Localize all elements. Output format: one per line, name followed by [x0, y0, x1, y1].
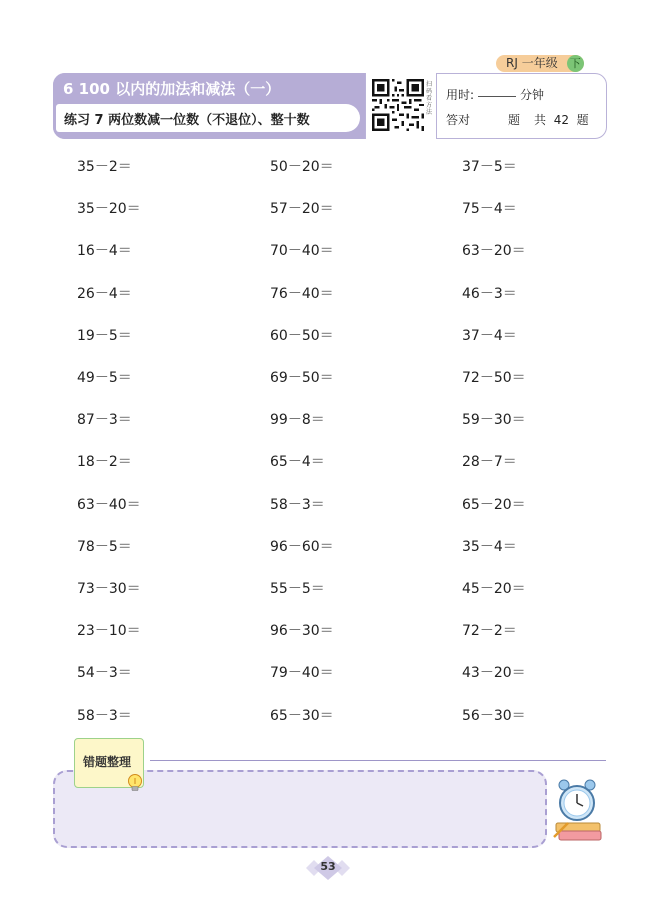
arithmetic-problem[interactable]: 43－20＝	[462, 665, 526, 682]
arithmetic-problem[interactable]: 59－30＝	[462, 412, 526, 429]
time-unit: 分钟	[520, 88, 545, 102]
arithmetic-problem[interactable]: 99－8＝	[270, 412, 325, 429]
arithmetic-problem[interactable]: 26－4＝	[77, 285, 132, 302]
arithmetic-problem[interactable]: 87－3＝	[77, 412, 132, 429]
arithmetic-problem[interactable]: 46－3＝	[462, 285, 517, 302]
arithmetic-problem[interactable]: 58－3＝	[77, 707, 132, 724]
arithmetic-problem[interactable]: 35－2＝	[77, 159, 132, 175]
arithmetic-problem[interactable]: 65－30＝	[270, 707, 334, 724]
time-label: 用时:	[446, 88, 475, 102]
arithmetic-problem[interactable]: 37－4＝	[462, 327, 517, 344]
answer-row	[446, 111, 589, 128]
exercise-header	[53, 73, 607, 139]
arithmetic-problem[interactable]: 58－3＝	[270, 496, 325, 513]
arithmetic-problem[interactable]: 56－30＝	[462, 707, 526, 724]
arithmetic-problem[interactable]: 65－4＝	[270, 454, 325, 471]
qr-caption: 扫码看方法	[426, 81, 433, 116]
lightbulb-icon	[124, 772, 146, 794]
arithmetic-problem[interactable]: 96－30＝	[270, 623, 334, 640]
arithmetic-problem[interactable]: 73－30＝	[77, 581, 141, 597]
review-divider	[150, 760, 606, 761]
arithmetic-problem[interactable]: 49－5＝	[77, 370, 132, 386]
answer-label: 答对	[446, 113, 471, 127]
header-title-panel	[53, 73, 365, 139]
total-label: 共	[534, 113, 547, 127]
total-unit: 题	[576, 113, 589, 127]
arithmetic-problem[interactable]: 75－4＝	[462, 201, 517, 218]
arithmetic-problem[interactable]: 18－2＝	[77, 454, 132, 471]
question-unit: 题	[508, 113, 521, 127]
arithmetic-problem[interactable]: 45－20＝	[462, 581, 526, 597]
volume-badge: 下	[567, 55, 584, 72]
total-count: 42	[553, 113, 569, 127]
arithmetic-problem[interactable]: 55－5＝	[270, 581, 325, 597]
arithmetic-problem[interactable]: 37－5＝	[462, 159, 517, 175]
arithmetic-problem[interactable]: 19－5＝	[77, 327, 132, 344]
grade-tag	[496, 55, 584, 72]
arithmetic-problem[interactable]: 50－20＝	[270, 159, 334, 175]
practice-bar	[56, 104, 360, 132]
arithmetic-problem[interactable]: 63－20＝	[462, 243, 526, 260]
arithmetic-problem[interactable]: 65－20＝	[462, 496, 526, 513]
arithmetic-problem[interactable]: 16－4＝	[77, 243, 132, 260]
unit-title: 6 100 以内的加法和减法（一）	[63, 80, 281, 98]
page-number: 53	[320, 860, 336, 873]
review-title: 错题整理	[83, 755, 132, 769]
arithmetic-problem[interactable]: 72－50＝	[462, 370, 526, 386]
arithmetic-problem[interactable]: 60－50＝	[270, 327, 334, 344]
arithmetic-problem[interactable]: 79－40＝	[270, 665, 334, 682]
arithmetic-problem[interactable]: 23－10＝	[77, 623, 141, 640]
arithmetic-problem[interactable]: 96－60＝	[270, 538, 334, 555]
arithmetic-problem[interactable]: 69－50＝	[270, 370, 334, 386]
arithmetic-problem[interactable]: 28－7＝	[462, 454, 517, 471]
arithmetic-problem[interactable]: 57－20＝	[270, 201, 334, 218]
page-number-badge	[300, 853, 356, 883]
alarm-clock-books-icon	[552, 775, 608, 843]
arithmetic-problem[interactable]: 63－40＝	[77, 496, 141, 513]
arithmetic-problem[interactable]: 35－20＝	[77, 201, 141, 218]
time-row	[446, 86, 544, 103]
qr-code-box[interactable]	[365, 73, 437, 139]
qr-code-icon[interactable]	[372, 79, 424, 131]
time-blank[interactable]	[478, 96, 516, 97]
practice-title: 练习 7 两位数减一位数（不退位）、整十数	[64, 113, 310, 128]
arithmetic-problem[interactable]: 78－5＝	[77, 538, 132, 555]
arithmetic-problem[interactable]: 70－40＝	[270, 243, 334, 260]
grade-text: RJ 一年级	[506, 56, 558, 70]
arithmetic-problem[interactable]: 35－4＝	[462, 538, 517, 555]
arithmetic-problem[interactable]: 54－3＝	[77, 665, 132, 682]
arithmetic-problem[interactable]: 76－40＝	[270, 285, 334, 302]
arithmetic-problem[interactable]: 72－2＝	[462, 623, 517, 640]
